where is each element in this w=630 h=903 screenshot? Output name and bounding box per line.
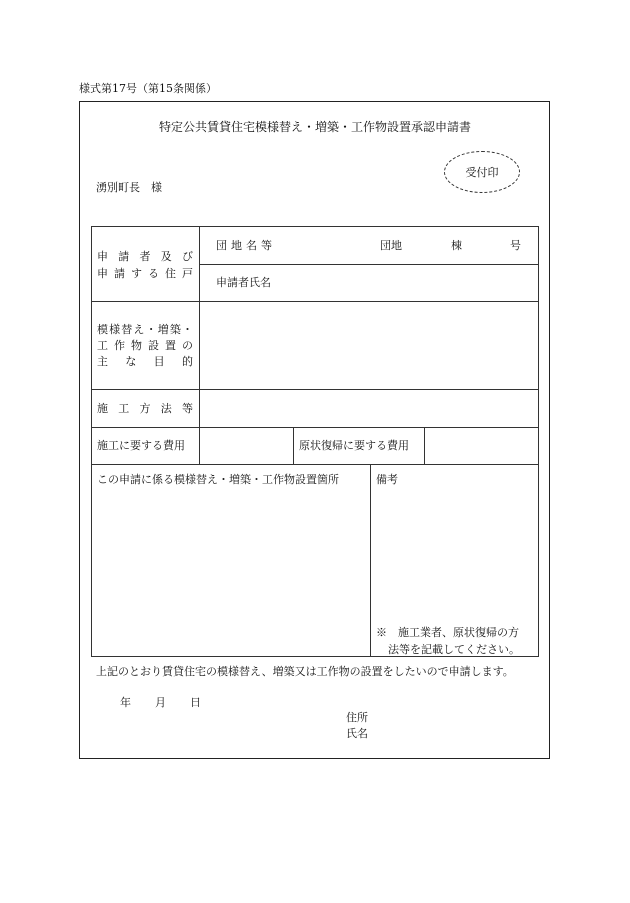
room-unit-label: 号 bbox=[510, 239, 521, 252]
remarks-note-line1: ※ 施工業者、原状復帰の方 bbox=[376, 626, 519, 639]
date-day-label: 日 bbox=[190, 696, 201, 709]
restoration-cost-label: 原状復帰に要する費用 bbox=[299, 439, 409, 452]
declaration-text: 上記のとおり賃貸住宅の模様替え、増築又は工作物の設置をしたいので申請します。 bbox=[96, 665, 514, 678]
reception-stamp-label: 受付印 bbox=[465, 166, 499, 179]
application-form bbox=[79, 101, 550, 759]
date-month-label: 月 bbox=[155, 696, 166, 709]
date-year-label: 年 bbox=[120, 696, 131, 709]
complex-unit-label: 団地 bbox=[380, 239, 402, 252]
address-label: 住所 bbox=[346, 711, 368, 724]
form-title: 特定公共賃貸住宅模様替え・増築・工作物設置承認申請書 bbox=[159, 120, 472, 134]
construction-method-label: 施 工 方 法 等 bbox=[97, 402, 193, 415]
remarks-note bbox=[376, 624, 538, 658]
applicant-section-label-line2: 申 請 す る 住 戸 bbox=[97, 267, 193, 280]
reception-stamp-area bbox=[444, 151, 520, 193]
addressee: 湧別町長 様 bbox=[96, 181, 162, 194]
signer-name-label: 氏名 bbox=[346, 727, 368, 740]
applicant-name-label: 申請者氏名 bbox=[216, 276, 271, 289]
building-unit-label: 棟 bbox=[451, 239, 462, 252]
remarks-label: 備考 bbox=[376, 473, 398, 486]
complex-name-label: 団 地 名 等 bbox=[216, 239, 272, 252]
purpose-label-line3: 主 な 目 的 bbox=[97, 355, 193, 368]
applicant-section-label-line1: 申 請 者 及 び bbox=[97, 250, 193, 263]
purpose-label-line1: 模 様 替 え ・ 増 築 ・ bbox=[97, 323, 193, 336]
construction-cost-label: 施工に要する費用 bbox=[97, 439, 185, 452]
location-label: この申請に係る模様替え・増築・工作物設置箇所 bbox=[97, 473, 339, 486]
form-number: 様式第17号（第15条関係） bbox=[79, 82, 217, 95]
remarks-note-line2: 法等を記載してください。 bbox=[388, 643, 520, 656]
purpose-label-line2: 工 作 物 設 置 の bbox=[97, 339, 193, 352]
